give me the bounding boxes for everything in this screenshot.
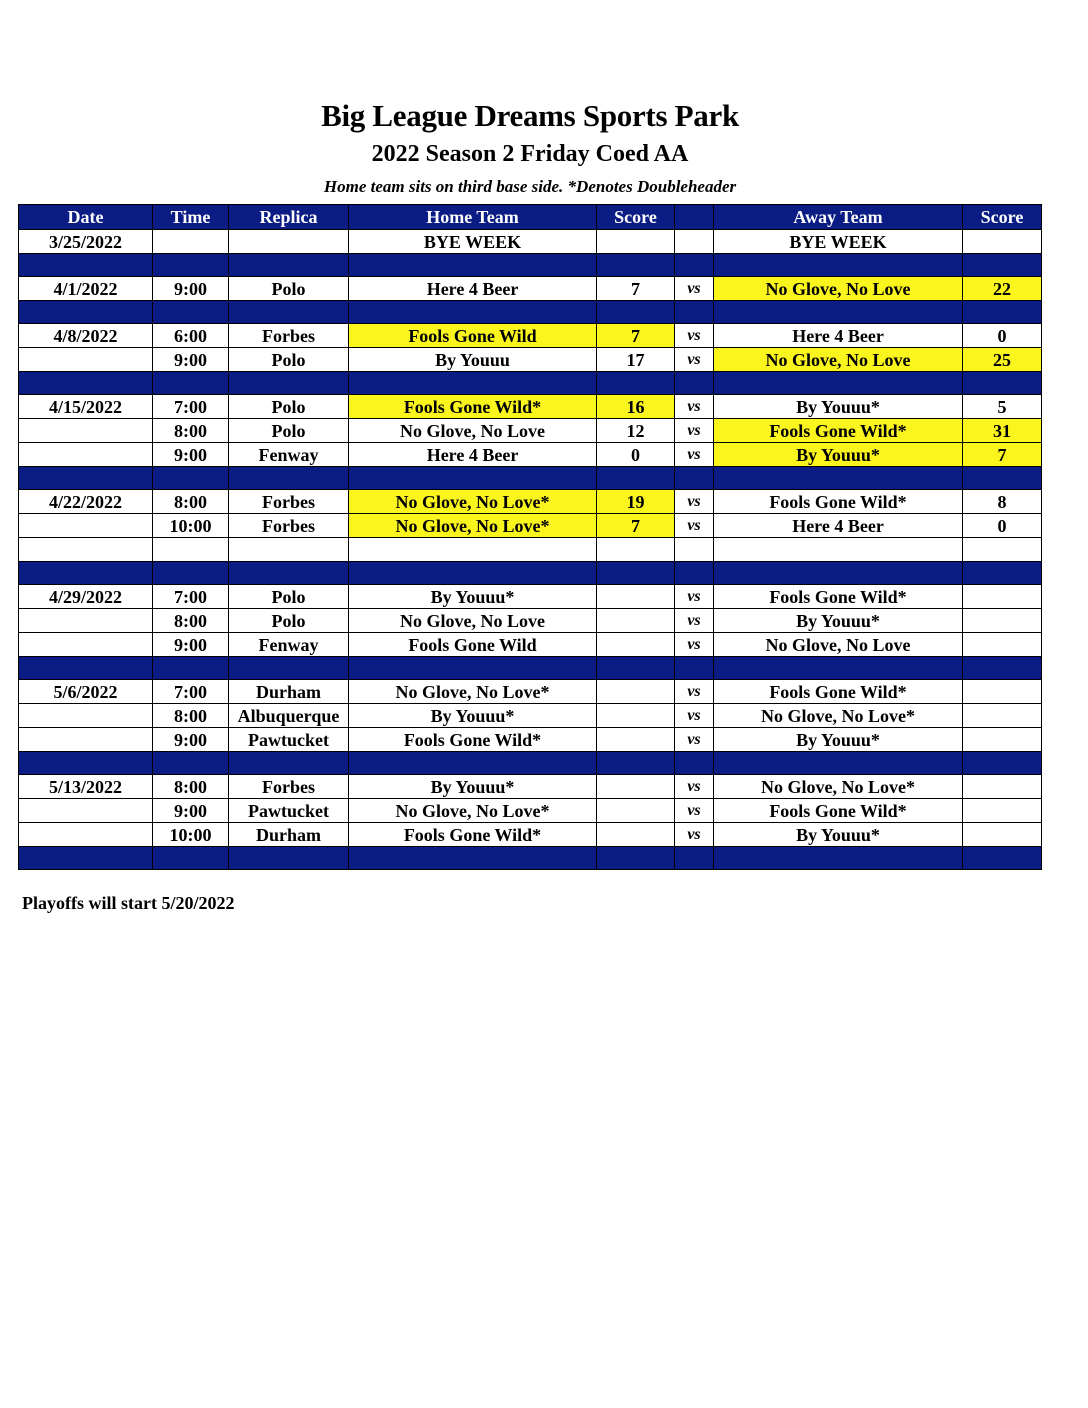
separator-cell (597, 562, 675, 585)
vs-cell (675, 538, 714, 562)
vs-cell: vs (675, 277, 714, 301)
vs-cell: vs (675, 348, 714, 372)
date-cell: 4/8/2022 (19, 324, 153, 348)
away-team-cell: Here 4 Beer (714, 514, 963, 538)
away-team-cell: No Glove, No Love* (714, 775, 963, 799)
home-team-cell: No Glove, No Love (349, 419, 597, 443)
column-header-time: Time (153, 205, 229, 230)
away-team-cell: No Glove, No Love (714, 633, 963, 657)
home-score-cell: 0 (597, 443, 675, 467)
away-team-cell: Fools Gone Wild* (714, 585, 963, 609)
separator-cell (597, 847, 675, 870)
replica-cell: Polo (229, 585, 349, 609)
replica-cell: Polo (229, 609, 349, 633)
separator-cell (229, 847, 349, 870)
home-team-cell: Here 4 Beer (349, 443, 597, 467)
home-score-cell (597, 538, 675, 562)
column-header-away-team: Away Team (714, 205, 963, 230)
vs-cell: vs (675, 609, 714, 633)
replica-cell: Durham (229, 680, 349, 704)
time-cell: 7:00 (153, 585, 229, 609)
away-score-cell (963, 585, 1042, 609)
time-cell: 10:00 (153, 514, 229, 538)
separator-cell (963, 562, 1042, 585)
replica-cell: Forbes (229, 490, 349, 514)
game-row (19, 680, 1042, 704)
home-team-cell: BYE WEEK (349, 230, 597, 254)
home-team-cell: By Youuu* (349, 775, 597, 799)
replica-cell: Forbes (229, 775, 349, 799)
separator-cell (153, 254, 229, 277)
separator-row (19, 254, 1042, 277)
replica-cell: Fenway (229, 443, 349, 467)
away-team-cell: By Youuu* (714, 443, 963, 467)
away-score-cell (963, 775, 1042, 799)
away-score-cell (963, 704, 1042, 728)
away-score-cell: 0 (963, 324, 1042, 348)
schedule-note: Home team sits on third base side. *Denotes Doubleheader (323, 177, 737, 196)
separator-cell (714, 254, 963, 277)
date-cell: 4/1/2022 (19, 277, 153, 301)
replica-cell: Forbes (229, 324, 349, 348)
away-team-cell: Fools Gone Wild* (714, 419, 963, 443)
home-score-cell: 7 (597, 277, 675, 301)
home-score-cell (597, 633, 675, 657)
replica-cell: Polo (229, 419, 349, 443)
home-team-cell: By Youuu (349, 348, 597, 372)
separator-row (19, 301, 1042, 324)
home-score-cell: 16 (597, 395, 675, 419)
home-score-cell (597, 585, 675, 609)
separator-cell (19, 847, 153, 870)
table-header-row (19, 205, 1042, 230)
time-cell: 7:00 (153, 395, 229, 419)
date-cell (19, 823, 153, 847)
away-team-cell: By Youuu* (714, 395, 963, 419)
separator-cell (597, 657, 675, 680)
separator-cell (19, 301, 153, 324)
separator-row (19, 562, 1042, 585)
separator-cell (229, 301, 349, 324)
replica-cell: Albuquerque (229, 704, 349, 728)
separator-cell (963, 847, 1042, 870)
away-team-cell: No Glove, No Love (714, 277, 963, 301)
separator-cell (19, 372, 153, 395)
separator-cell (714, 562, 963, 585)
time-cell: 9:00 (153, 633, 229, 657)
home-score-cell (597, 704, 675, 728)
vs-cell: vs (675, 443, 714, 467)
column-header-away-score: Score (963, 205, 1042, 230)
separator-cell (714, 657, 963, 680)
time-cell: 8:00 (153, 704, 229, 728)
separator-cell (963, 372, 1042, 395)
date-cell (19, 609, 153, 633)
away-score-cell (963, 633, 1042, 657)
time-cell: 8:00 (153, 419, 229, 443)
time-cell (153, 230, 229, 254)
home-score-cell (597, 775, 675, 799)
time-cell: 10:00 (153, 823, 229, 847)
separator-cell (963, 467, 1042, 490)
away-score-cell: 5 (963, 395, 1042, 419)
home-score-cell (597, 823, 675, 847)
separator-cell (153, 467, 229, 490)
away-score-cell (963, 609, 1042, 633)
separator-cell (597, 301, 675, 324)
separator-cell (963, 752, 1042, 775)
time-cell: 9:00 (153, 799, 229, 823)
separator-row (19, 467, 1042, 490)
separator-cell (19, 467, 153, 490)
vs-cell (675, 230, 714, 254)
separator-cell (229, 657, 349, 680)
vs-cell: vs (675, 585, 714, 609)
separator-cell (675, 847, 714, 870)
date-cell (19, 633, 153, 657)
time-cell: 9:00 (153, 728, 229, 752)
separator-row (19, 657, 1042, 680)
date-cell (19, 443, 153, 467)
separator-cell (229, 372, 349, 395)
date-cell (19, 419, 153, 443)
date-cell: 4/15/2022 (19, 395, 153, 419)
game-row (19, 514, 1042, 538)
vs-cell: vs (675, 514, 714, 538)
separator-cell (349, 847, 597, 870)
date-cell (19, 348, 153, 372)
home-team-cell: No Glove, No Love* (349, 680, 597, 704)
away-score-cell (963, 823, 1042, 847)
away-score-cell: 8 (963, 490, 1042, 514)
page-title: Big League Dreams Sports Park (321, 98, 739, 133)
away-team-cell: BYE WEEK (714, 230, 963, 254)
game-row (19, 443, 1042, 467)
game-row (19, 395, 1042, 419)
time-cell: 9:00 (153, 348, 229, 372)
separator-cell (675, 752, 714, 775)
separator-cell (349, 372, 597, 395)
replica-cell: Pawtucket (229, 799, 349, 823)
vs-cell: vs (675, 419, 714, 443)
separator-cell (349, 301, 597, 324)
schedule-body (19, 230, 1042, 870)
time-cell: 8:00 (153, 775, 229, 799)
separator-cell (675, 562, 714, 585)
game-row (19, 419, 1042, 443)
separator-cell (349, 254, 597, 277)
away-score-cell: 25 (963, 348, 1042, 372)
date-cell: 3/25/2022 (19, 230, 153, 254)
column-header-replica: Replica (229, 205, 349, 230)
column-header-home-score: Score (597, 205, 675, 230)
away-team-cell: No Glove, No Love* (714, 704, 963, 728)
game-row (19, 775, 1042, 799)
separator-cell (963, 254, 1042, 277)
time-cell (153, 538, 229, 562)
away-team-cell: Fools Gone Wild* (714, 490, 963, 514)
date-cell: 5/13/2022 (19, 775, 153, 799)
away-score-cell (963, 799, 1042, 823)
home-score-cell (597, 728, 675, 752)
home-team-cell (349, 538, 597, 562)
separator-cell (714, 847, 963, 870)
separator-cell (675, 657, 714, 680)
separator-cell (675, 301, 714, 324)
away-score-cell: 7 (963, 443, 1042, 467)
home-team-cell: No Glove, No Love* (349, 514, 597, 538)
column-header-vs (675, 205, 714, 230)
replica-cell (229, 230, 349, 254)
time-cell: 6:00 (153, 324, 229, 348)
date-cell (19, 704, 153, 728)
home-score-cell (597, 230, 675, 254)
vs-cell: vs (675, 680, 714, 704)
separator-cell (153, 301, 229, 324)
separator-cell (19, 752, 153, 775)
separator-row (19, 752, 1042, 775)
replica-cell: Fenway (229, 633, 349, 657)
vs-cell: vs (675, 633, 714, 657)
separator-cell (714, 752, 963, 775)
separator-cell (349, 657, 597, 680)
game-row (19, 277, 1042, 301)
vs-cell: vs (675, 799, 714, 823)
separator-cell (153, 847, 229, 870)
date-cell: 5/6/2022 (19, 680, 153, 704)
home-team-cell: Fools Gone Wild (349, 633, 597, 657)
date-cell (19, 514, 153, 538)
away-team-cell (714, 538, 963, 562)
separator-cell (597, 752, 675, 775)
replica-cell: Forbes (229, 514, 349, 538)
separator-cell (153, 657, 229, 680)
away-team-cell: By Youuu* (714, 609, 963, 633)
separator-cell (19, 562, 153, 585)
home-score-cell: 7 (597, 514, 675, 538)
game-row (19, 823, 1042, 847)
replica-cell: Polo (229, 277, 349, 301)
game-row (19, 704, 1042, 728)
away-team-cell: No Glove, No Love (714, 348, 963, 372)
home-team-cell: Fools Gone Wild* (349, 728, 597, 752)
home-team-cell: Fools Gone Wild (349, 324, 597, 348)
separator-cell (229, 562, 349, 585)
game-row (19, 348, 1042, 372)
separator-cell (714, 467, 963, 490)
date-cell: 4/22/2022 (19, 490, 153, 514)
separator-cell (153, 562, 229, 585)
time-cell: 8:00 (153, 490, 229, 514)
home-team-cell: No Glove, No Love (349, 609, 597, 633)
separator-cell (229, 752, 349, 775)
home-score-cell: 19 (597, 490, 675, 514)
game-row (19, 538, 1042, 562)
home-team-cell: By Youuu* (349, 704, 597, 728)
separator-row (19, 372, 1042, 395)
separator-row (19, 847, 1042, 870)
home-score-cell (597, 609, 675, 633)
separator-cell (19, 254, 153, 277)
separator-cell (963, 657, 1042, 680)
replica-cell: Pawtucket (229, 728, 349, 752)
game-row (19, 799, 1042, 823)
game-row (19, 585, 1042, 609)
replica-cell (229, 538, 349, 562)
date-cell (19, 728, 153, 752)
home-score-cell (597, 799, 675, 823)
away-team-cell: Fools Gone Wild* (714, 680, 963, 704)
away-score-cell (963, 538, 1042, 562)
away-team-cell: Fools Gone Wild* (714, 799, 963, 823)
home-score-cell (597, 680, 675, 704)
home-score-cell: 17 (597, 348, 675, 372)
playoffs-note: Playoffs will start 5/20/2022 (22, 893, 235, 913)
separator-cell (714, 301, 963, 324)
column-header-date: Date (19, 205, 153, 230)
separator-cell (675, 467, 714, 490)
vs-cell: vs (675, 324, 714, 348)
vs-cell: vs (675, 775, 714, 799)
date-cell (19, 799, 153, 823)
game-row (19, 609, 1042, 633)
separator-cell (714, 372, 963, 395)
separator-cell (153, 752, 229, 775)
vs-cell: vs (675, 823, 714, 847)
away-team-cell: Here 4 Beer (714, 324, 963, 348)
game-row (19, 490, 1042, 514)
away-score-cell: 22 (963, 277, 1042, 301)
schedule-table (18, 204, 1042, 870)
home-score-cell: 7 (597, 324, 675, 348)
away-score-cell (963, 230, 1042, 254)
date-cell (19, 538, 153, 562)
replica-cell: Polo (229, 395, 349, 419)
separator-cell (229, 254, 349, 277)
column-header-home-team: Home Team (349, 205, 597, 230)
home-team-cell: Here 4 Beer (349, 277, 597, 301)
time-cell: 8:00 (153, 609, 229, 633)
time-cell: 9:00 (153, 277, 229, 301)
home-score-cell: 12 (597, 419, 675, 443)
home-team-cell: No Glove, No Love* (349, 799, 597, 823)
home-team-cell: Fools Gone Wild* (349, 823, 597, 847)
away-score-cell: 31 (963, 419, 1042, 443)
separator-cell (349, 752, 597, 775)
game-row (19, 728, 1042, 752)
separator-cell (597, 467, 675, 490)
separator-cell (597, 372, 675, 395)
separator-cell (153, 372, 229, 395)
away-score-cell (963, 728, 1042, 752)
replica-cell: Durham (229, 823, 349, 847)
game-row (19, 633, 1042, 657)
away-team-cell: By Youuu* (714, 728, 963, 752)
home-team-cell: Fools Gone Wild* (349, 395, 597, 419)
separator-cell (597, 254, 675, 277)
home-team-cell: No Glove, No Love* (349, 490, 597, 514)
away-score-cell (963, 680, 1042, 704)
away-score-cell: 0 (963, 514, 1042, 538)
separator-cell (963, 301, 1042, 324)
separator-cell (349, 467, 597, 490)
replica-cell: Polo (229, 348, 349, 372)
vs-cell: vs (675, 490, 714, 514)
vs-cell: vs (675, 395, 714, 419)
separator-cell (675, 372, 714, 395)
away-team-cell: By Youuu* (714, 823, 963, 847)
separator-cell (349, 562, 597, 585)
game-row (19, 230, 1042, 254)
separator-cell (19, 657, 153, 680)
home-team-cell: By Youuu* (349, 585, 597, 609)
time-cell: 9:00 (153, 443, 229, 467)
vs-cell: vs (675, 704, 714, 728)
game-row (19, 324, 1042, 348)
vs-cell: vs (675, 728, 714, 752)
page-subtitle: 2022 Season 2 Friday Coed AA (371, 141, 689, 167)
separator-cell (675, 254, 714, 277)
separator-cell (229, 467, 349, 490)
date-cell: 4/29/2022 (19, 585, 153, 609)
time-cell: 7:00 (153, 680, 229, 704)
